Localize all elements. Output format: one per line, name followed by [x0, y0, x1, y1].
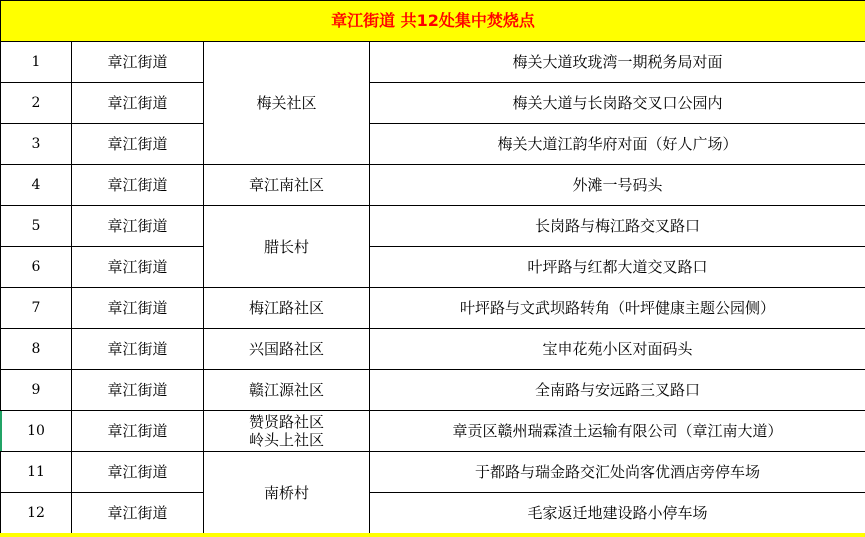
community-cell[interactable]: 梅江路社区 [204, 288, 370, 329]
row-number[interactable]: 1 [1, 42, 72, 83]
table-row [1, 206, 865, 247]
community-cell[interactable]: 梅关社区 [204, 42, 370, 165]
street-cell[interactable]: 章江街道 [72, 411, 204, 452]
table-row [1, 370, 865, 411]
location-cell[interactable]: 于都路与瑞金路交汇处尚客优酒店旁停车场 [370, 452, 865, 493]
location-cell[interactable]: 叶坪路与红都大道交叉路口 [370, 247, 865, 288]
row-number[interactable]: 7 [1, 288, 72, 329]
street-cell[interactable]: 章江街道 [72, 165, 204, 206]
table-row [1, 329, 865, 370]
row-number[interactable]: 10 [1, 411, 72, 452]
row-number[interactable]: 4 [1, 165, 72, 206]
location-cell[interactable]: 叶坪路与文武坝路转角（叶坪健康主题公园侧） [370, 288, 865, 329]
row-number[interactable]: 2 [1, 83, 72, 124]
location-cell[interactable]: 梅关大道与长岗路交叉口公园内 [370, 83, 865, 124]
row-number[interactable]: 6 [1, 247, 72, 288]
row-number[interactable]: 8 [1, 329, 72, 370]
table-row [1, 165, 865, 206]
row-number[interactable]: 9 [1, 370, 72, 411]
location-cell[interactable]: 梅关大道玫珑湾一期税务局对面 [370, 42, 865, 83]
table-row [1, 124, 865, 165]
street-cell[interactable]: 章江街道 [72, 452, 204, 493]
street-cell[interactable]: 章江街道 [72, 370, 204, 411]
street-cell[interactable]: 章江街道 [72, 124, 204, 165]
community-cell[interactable]: 兴国路社区 [204, 329, 370, 370]
community-cell[interactable]: 章江南社区 [204, 165, 370, 206]
community-cell[interactable]: 赣江源社区 [204, 370, 370, 411]
location-cell[interactable]: 梅关大道江韵华府对面（好人广场） [370, 124, 865, 165]
bottom-highlight-band [0, 533, 865, 537]
table-row [1, 288, 865, 329]
street-cell[interactable]: 章江街道 [72, 83, 204, 124]
street-cell[interactable]: 章江街道 [72, 493, 204, 534]
community-line: 赞贤路社区 [248, 413, 324, 431]
location-cell[interactable]: 长岗路与梅江路交叉路口 [370, 206, 865, 247]
table-row [1, 83, 865, 124]
location-cell[interactable]: 毛家返迁地建设路小停车场 [370, 493, 865, 534]
location-cell[interactable]: 宝申花苑小区对面码头 [370, 329, 865, 370]
street-cell[interactable]: 章江街道 [72, 329, 204, 370]
location-cell[interactable]: 外滩一号码头 [370, 165, 865, 206]
community-line: 岭头上社区 [248, 431, 324, 449]
community-cell[interactable]: 南桥村 [204, 452, 370, 534]
location-cell[interactable]: 全南路与安远路三叉路口 [370, 370, 865, 411]
row-number[interactable]: 12 [1, 493, 72, 534]
street-cell[interactable]: 章江街道 [72, 42, 204, 83]
table-row [1, 247, 865, 288]
street-cell[interactable]: 章江街道 [72, 247, 204, 288]
table-row [1, 452, 865, 493]
community-cell[interactable]: 腊长村 [204, 206, 370, 288]
table-title[interactable]: 章江街道 共12处集中焚烧点 [1, 1, 865, 42]
row-number[interactable]: 11 [1, 452, 72, 493]
street-cell[interactable]: 章江街道 [72, 206, 204, 247]
table-row [1, 411, 865, 452]
location-cell[interactable]: 章贡区赣州瑞霖渣土运输有限公司（章江南大道） [370, 411, 865, 452]
community-cell[interactable] [204, 411, 370, 452]
row-number[interactable]: 3 [1, 124, 72, 165]
table-row [1, 493, 865, 534]
row-selection-marker [0, 411, 2, 451]
street-cell[interactable]: 章江街道 [72, 288, 204, 329]
table-header-row [1, 1, 865, 42]
row-number[interactable]: 5 [1, 206, 72, 247]
table-row [1, 42, 865, 83]
